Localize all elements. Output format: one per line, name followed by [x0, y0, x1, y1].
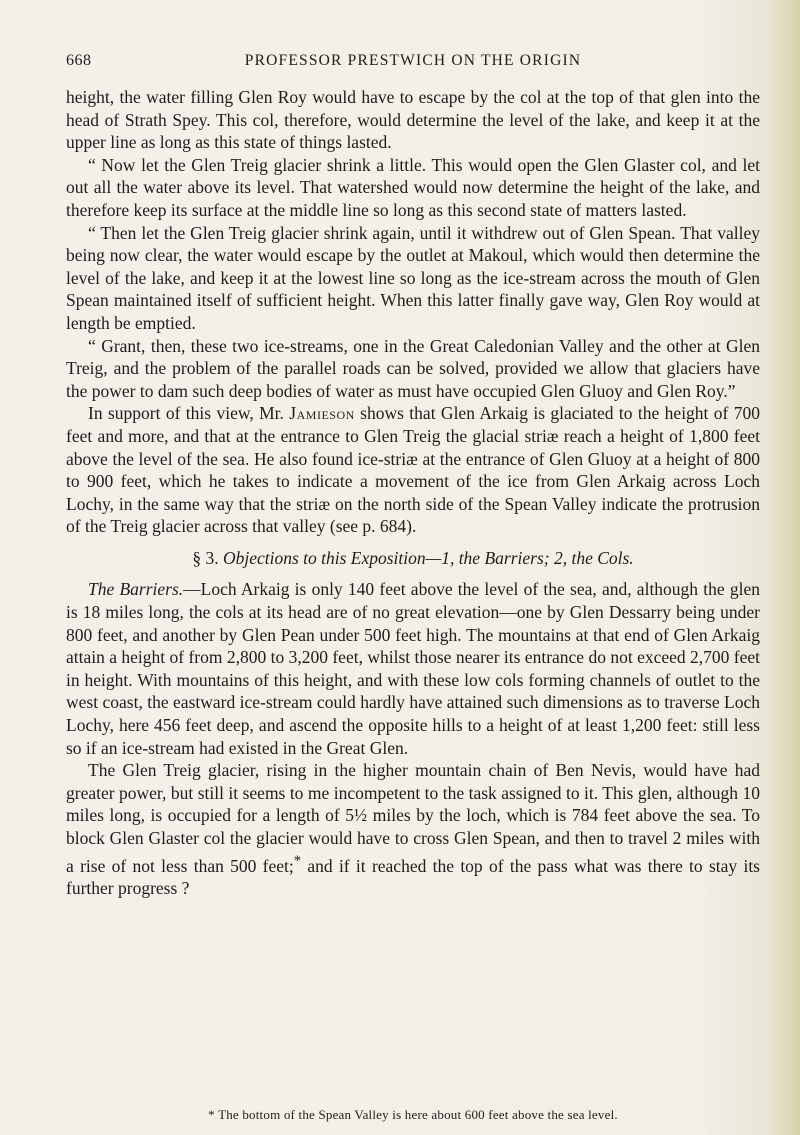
paragraph-5 — [66, 402, 760, 538]
paragraph-6-text: —Loch Arkaig is only 140 feet above the level of the sea, and, although the glen is 18 miles long, the cols at its head are of no great elevation—one by Glen Dessarry being under 800 feet, and another by Glen Pean under 500 feet high. The mountains at that end of Glen Arkaig attain a height of from 2,800 to 3,200 feet, whilst those nearer its entrance do not exceed 2,700 feet in height. With mountains of this height, and with these low cols forming channels of outlet to the west coast, the eastward ice-stream could hardly have attained such dimensions as to traverse Loch Lochy, here 456 feet deep, and ascend the opposite hills to a height of at least 1,200 feet: still less so if an ice-stream had existed in the Great Glen. — [66, 579, 760, 758]
page-number: 668 — [66, 52, 92, 69]
paragraph-7-end: and if it reached the top of the pass what was there to stay its further progress ? — [66, 855, 760, 899]
page-header — [66, 52, 760, 76]
paragraph-5-start: In support of this view, Mr. — [88, 403, 284, 424]
page-edge-discoloration — [766, 0, 800, 1135]
paragraph-4: “ Grant, then, these two ice-streams, one in the Great Caledonian Valley and the other at Glen Treig, and the problem of the parallel roads can be solved, provided we allow that glaciers have the power to dam such deep bodies of water as must have occupied Glen Gluoy and Glen Roy.” — [66, 335, 760, 401]
paragraph-6-lead: The Barriers. — [88, 579, 184, 600]
paragraph-2: “ Now let the Glen Treig glacier shrink a little. This would open the Glen Glaster col, and let out all the water above its level. That watershed would now determine the height of the lake, and therefore keep its surface at the middle line so long as this second state of matters lasted. — [66, 154, 760, 220]
author-name-jamieson: Jamieson — [289, 403, 355, 424]
running-title: PROFESSOR PRESTWICH ON THE ORIGIN — [244, 52, 582, 69]
body-text — [66, 86, 760, 900]
paragraph-6 — [66, 578, 760, 759]
section-title: Objections to this Exposition—1, the Barriers; 2, the Cols. — [222, 547, 634, 568]
paragraph-7-middle: miles by the loch, which is 784 feet above the sea. To block Glen Glaster col the glacier would have to cross Glen Spean, and then to travel 2 miles with a rise of not less than 500 feet; — [66, 805, 761, 876]
paragraph-7 — [66, 759, 760, 899]
footnote-marker: * — [293, 852, 302, 869]
paragraph-3: “ Then let the Glen Treig glacier shrink again, until it withdrew out of Glen Spean. That valley being now clear, the water would escape by the outlet at Makoul, which would then determine the level of the lake, and keep it at the lowest line so long as the ice-stream across the mouth of Glen Spean maintained itself of sufficient height. When this latter finally gave way, Glen Roy would at length be emptied. — [66, 222, 760, 333]
section-number: § 3. — [192, 547, 219, 568]
paragraph-7-start: The Glen Treig glacier, rising in the higher mountain chain of Ben Nevis, would have had greater power, but still it seems to me incompetent to the task assigned to it. This glen, although 10 miles long, is occupied for a length of — [66, 760, 760, 826]
paragraph-1: height, the water filling Glen Roy would have to escape by the col at the top of that glen into the head of Strath Spey. This col, therefore, would determine the level of the lake, and keep it at the upper line as long as this state of things lasted. — [66, 87, 760, 153]
paragraph-5-rest: shows that Glen Arkaig is glaciated to the height of 700 feet and more, and that at the entrance to Glen Treig the glacial striæ reach a height of 1,800 feet above the level of the sea. He also found ice-striæ at the entrance of Glen Gluoy at a height of 800 to 900 feet, which he takes to indicate a movement of the ice from Glen Arkaig across Loch Lochy, in the same way that the striæ on the north side of the Spean Valley indicate the protrusion of the Treig glacier across that valley (see p. 684). — [66, 403, 761, 537]
footnote: * The bottom of the Spean Valley is here about 600 feet above the sea level. — [208, 1107, 618, 1122]
fraction-value: 5½ — [345, 805, 368, 826]
section-heading — [66, 547, 760, 570]
